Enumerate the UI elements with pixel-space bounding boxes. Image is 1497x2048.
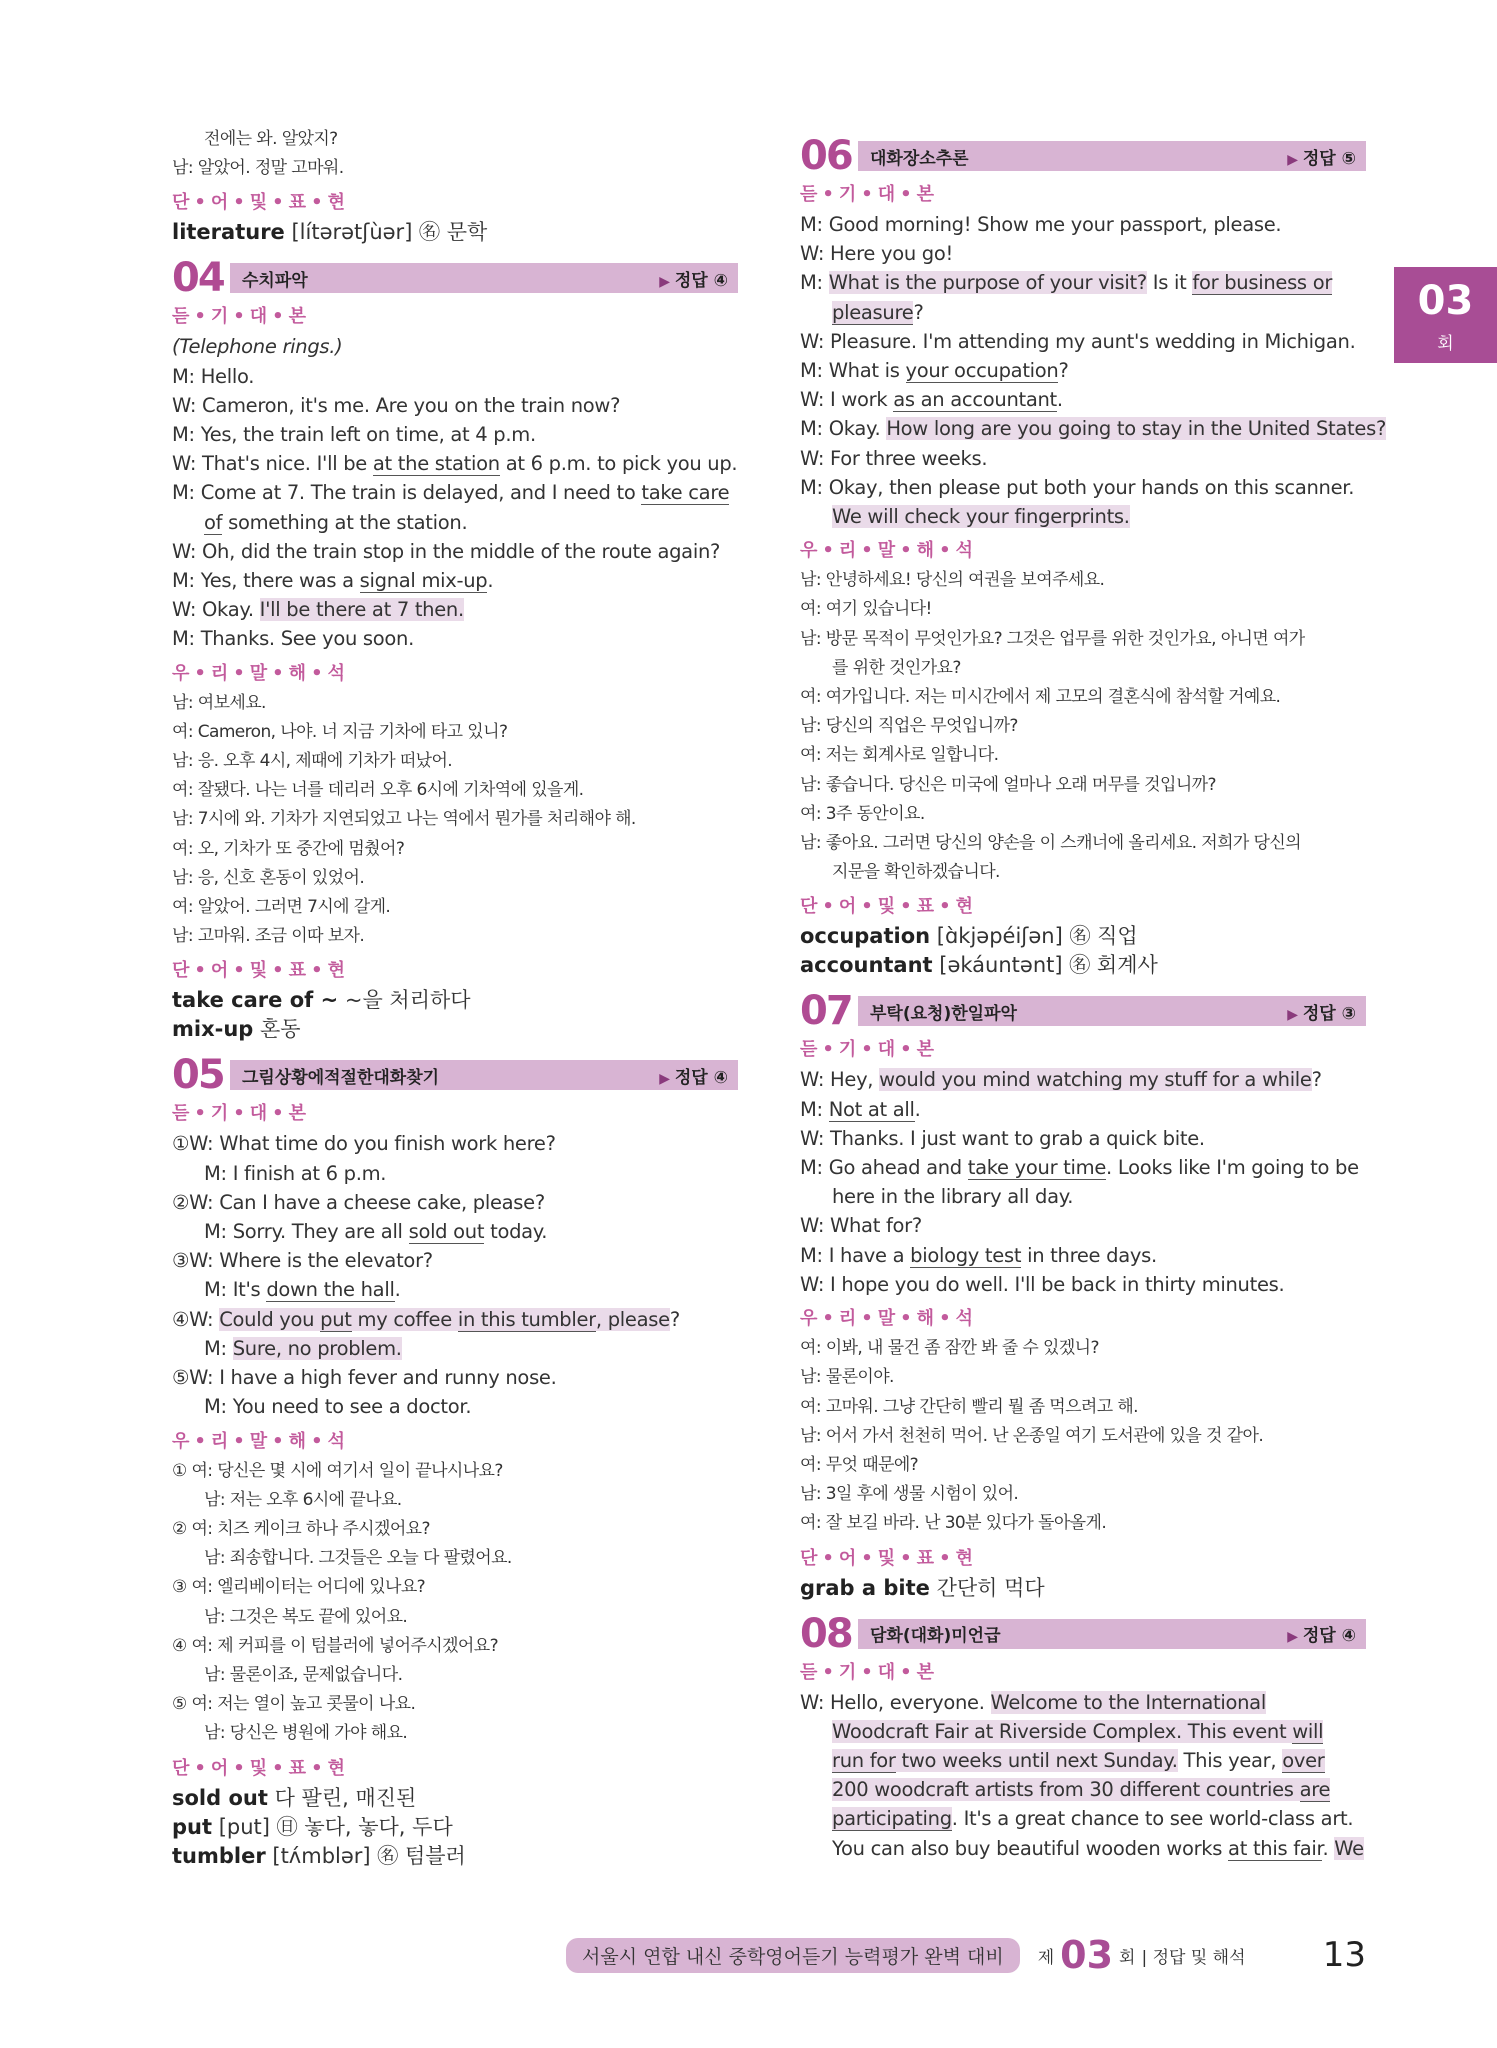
text-span: . — [394, 1278, 401, 1302]
text-span: 간단히 먹다 — [929, 1575, 1045, 1600]
text-span: 남: 방문 목적이 무엇인가요? 그것은 업무를 위한 것인가요, 아니면 여가 — [800, 628, 1305, 649]
section-title-bar — [858, 1619, 1366, 1649]
text-span: put — [172, 1814, 213, 1839]
text-span: You can also buy beautiful wooden works — [832, 1836, 1229, 1860]
text-span: 남: 안녕하세요! 당신의 여권을 보여주세요. — [800, 570, 1105, 591]
text-span: 여: 알았어. 그러면 7시에 갈게. — [172, 897, 391, 918]
text-span: W: Oh, did the train stop in the middle of the route again? — [172, 539, 721, 563]
text-span: ⑤ 여: 저는 열이 높고 콧물이 나요. — [172, 1694, 416, 1715]
text-line — [172, 125, 738, 154]
text-span: . — [487, 569, 494, 593]
text-span: pleasure — [832, 300, 914, 324]
subheading: 단•어•및•표•현 — [800, 1547, 978, 1569]
page-footer — [566, 1934, 1366, 1976]
answer-label: ▶ 정답 ④ — [659, 1063, 728, 1088]
footer-section: | 정답 및 해석 — [1141, 1947, 1246, 1968]
text-span: Not at all — [828, 1097, 915, 1121]
text-span: take care — [641, 481, 730, 505]
text-line — [172, 893, 738, 922]
subheading: 우•리•말•해•석 — [800, 1308, 978, 1330]
text-line — [800, 239, 1366, 268]
vocab-entry — [172, 1784, 738, 1813]
text-span: W: I hope you do well. I'll be back in thirty minutes. — [800, 1272, 1285, 1296]
section-title: 담화(대화)미언급 — [870, 1626, 1001, 1647]
text-span: Woodcraft Fair at Riverside Complex. This event — [832, 1719, 1293, 1743]
text-line — [172, 478, 738, 507]
text-span: mix-up — [172, 1017, 254, 1042]
text-span: (Telephone rings.) — [172, 335, 343, 359]
text-line — [172, 449, 738, 478]
text-span: ? — [1311, 1068, 1322, 1092]
vocab-entry — [800, 1574, 1366, 1603]
text-span: ② 여: 치즈 케이크 하나 주시겠어요? — [172, 1518, 430, 1539]
section-header — [172, 1052, 738, 1099]
text-span: in three days. — [1021, 1243, 1157, 1267]
text-span: signal mix-up — [359, 569, 488, 593]
answer-label: ▶ 정답 ④ — [1287, 1621, 1356, 1646]
answer-label: ▶ 정답 ③ — [1287, 999, 1356, 1024]
text-span: 남: 3일 후에 생물 시험이 있어. — [800, 1484, 1019, 1505]
text-line — [800, 1182, 1366, 1211]
subheading: 듣•기•대•본 — [800, 1039, 940, 1061]
text-span: M: Go ahead and — [800, 1156, 968, 1180]
text-span: [ɑ̀kjəpéiʃən] ㊔ 직업 — [930, 924, 1138, 949]
text-span: 여: 고마워. 그냥 간단히 빨리 뭘 좀 먹으려고 해. — [800, 1396, 1138, 1417]
chapter-tab — [1394, 267, 1497, 363]
text-line — [800, 595, 1366, 624]
text-line — [172, 1188, 738, 1217]
text-span: Welcome to the International — [990, 1690, 1266, 1714]
text-line — [172, 154, 738, 183]
text-span: occupation — [800, 924, 931, 949]
text-span: What is the purpose of your visit? — [828, 271, 1147, 295]
subheading: 단•어•및•표•현 — [800, 896, 978, 918]
text-line — [172, 689, 738, 718]
text-line — [800, 1775, 1366, 1804]
text-span: M: You need to see a doctor. — [204, 1395, 472, 1419]
text-line — [172, 1246, 738, 1275]
text-span: M: What is — [800, 359, 906, 383]
text-line — [172, 1129, 738, 1158]
text-line — [172, 566, 738, 595]
text-span: tumbler — [172, 1843, 266, 1868]
text-span: W: Here you go! — [800, 242, 954, 266]
text-span: Is it — [1146, 271, 1193, 295]
text-span: M: I have a — [800, 1243, 911, 1267]
text-span: 남: 당신은 병원에 가야 해요. — [204, 1723, 408, 1744]
text-span: ? — [913, 300, 924, 324]
section-title: 대화장소추론 — [870, 148, 969, 169]
text-line — [800, 1804, 1366, 1833]
text-line — [172, 805, 738, 834]
text-line — [172, 922, 738, 951]
text-span: ~을 처리하다 — [338, 988, 471, 1013]
text-span: grab a bite — [800, 1575, 930, 1600]
text-span: M: Yes, there was a — [172, 569, 360, 593]
text-line — [800, 1241, 1366, 1270]
text-line — [800, 1393, 1366, 1422]
subheading: 우•리•말•해•석 — [800, 540, 978, 562]
text-line — [800, 829, 1366, 858]
text-span: M: — [204, 1336, 233, 1360]
text-span: W: Okay. — [172, 598, 260, 622]
text-span: 여: 이봐, 내 물건 좀 잠깐 봐 줄 수 있겠니? — [800, 1338, 1099, 1359]
text-span: ? — [1058, 359, 1069, 383]
text-span: two weeks until next Sunday. — [895, 1748, 1178, 1772]
section-title-bar — [858, 996, 1366, 1026]
text-line — [172, 1661, 738, 1690]
text-span: W: For three weeks. — [800, 446, 988, 470]
text-line — [800, 1509, 1366, 1538]
section-number: 08 — [800, 1610, 852, 1657]
left-column — [172, 125, 738, 1871]
text-span: of — [204, 510, 223, 534]
text-span: . — [1056, 388, 1063, 412]
section-title: 부탁(요청)한일파악 — [870, 1003, 1017, 1024]
vocab-entry — [172, 218, 738, 247]
text-span: I'll be there at 7 then. — [259, 598, 464, 622]
text-span: M: I finish at 6 p.m. — [204, 1161, 387, 1185]
text-line — [172, 1334, 738, 1363]
vocab-entry — [800, 951, 1366, 980]
text-span: 남: 응, 신호 혼동이 있었어. — [172, 867, 365, 888]
section-number: 04 — [172, 255, 224, 302]
text-span: participating — [832, 1807, 952, 1831]
text-span: run for — [832, 1748, 896, 1772]
text-span: 지문을 확인하겠습니다. — [832, 862, 1000, 883]
text-span: 여: Cameron, 나야. 너 지금 기차에 타고 있니? — [172, 721, 508, 742]
text-line — [172, 1544, 738, 1573]
text-span: This year, — [1177, 1748, 1283, 1772]
text-line — [800, 1834, 1366, 1863]
text-span: 남: 저는 오후 6시에 끝나요. — [204, 1489, 402, 1510]
text-span: ⑤W: I have a high fever and runny nose. — [172, 1366, 557, 1390]
text-line — [800, 1334, 1366, 1363]
text-span: 남: 당신의 직업은 무엇입니까? — [800, 716, 1018, 737]
text-span: W: I work — [800, 388, 894, 412]
text-line — [172, 1632, 738, 1661]
text-line — [800, 683, 1366, 712]
text-line — [172, 1603, 738, 1632]
text-span: . It's a great chance to see world-class art. — [951, 1807, 1354, 1831]
section-number: 06 — [800, 133, 852, 179]
text-span: 여: 저는 회계사로 일합니다. — [800, 745, 999, 766]
text-line — [172, 1457, 738, 1486]
text-span: We will check your fingerprints. — [832, 505, 1130, 529]
text-line — [800, 356, 1366, 385]
text-span: . Looks like I'm going to be — [1106, 1156, 1359, 1180]
text-line — [172, 508, 738, 537]
text-span: ? — [669, 1307, 680, 1331]
subheading: 단•어•및•표•현 — [172, 960, 350, 982]
text-span: at this fair — [1228, 1836, 1323, 1860]
text-line — [172, 332, 738, 361]
text-span: 다 팔린, 매진된 — [267, 1785, 417, 1810]
text-span: 혼동 — [253, 1017, 301, 1042]
text-span: ④W: — [172, 1307, 220, 1331]
text-span: today. — [484, 1220, 548, 1244]
text-line — [172, 624, 738, 653]
text-span: 남: 좋습니다. 당신은 미국에 얼마나 오래 머무를 것입니까? — [800, 774, 1216, 795]
text-line — [800, 1270, 1366, 1299]
text-span: M: Hello. — [172, 364, 255, 388]
text-span: 남: 어서 가서 천천히 먹어. 난 온종일 여기 도서관에 있을 것 같아. — [800, 1425, 1264, 1446]
text-span: M: Okay. — [800, 417, 887, 441]
text-line — [800, 1480, 1366, 1509]
text-span: 남: 좋아요. 그러면 당신의 양손을 이 스캐너에 올리세요. 저희가 당신의 — [800, 833, 1301, 854]
footer-suffix: 회 — [1119, 1947, 1136, 1968]
text-line — [172, 776, 738, 805]
text-line — [800, 1065, 1366, 1094]
text-span: M: Yes, the train left on time, at 4 p.m. — [172, 423, 536, 447]
text-line — [800, 1422, 1366, 1451]
text-span: 남: 물론이죠, 문제없습니다. — [204, 1664, 403, 1685]
text-span: ①W: What time do you finish work here? — [172, 1132, 556, 1156]
text-span: for business or — [1192, 271, 1333, 295]
section-title-bar — [230, 263, 738, 293]
text-span: M: It's — [204, 1278, 267, 1302]
text-span: 여: 3주 동안이요. — [800, 803, 925, 824]
text-span: 남: 고마워. 조금 이따 보자. — [172, 926, 365, 947]
text-span: 여: 무엇 때문에? — [800, 1454, 919, 1475]
footer-number: 03 — [1060, 1933, 1114, 1977]
text-line — [172, 1690, 738, 1719]
text-line — [800, 654, 1366, 683]
section-number: 07 — [800, 988, 852, 1035]
text-line — [800, 1451, 1366, 1480]
text-line — [800, 502, 1366, 531]
text-span: W: Pleasure. I'm attending my aunt's wedding in Michigan. — [800, 329, 1356, 353]
subheading: 우•리•말•해•석 — [172, 1430, 350, 1452]
answer-label: ▶ 정답 ⑤ — [1287, 144, 1356, 169]
vocab-entry — [172, 1842, 738, 1871]
text-span: your occupation — [905, 359, 1059, 383]
text-span: 여: 여기 있습니다! — [800, 599, 932, 620]
text-span: M: Sorry. They are all — [204, 1220, 409, 1244]
text-line — [800, 1211, 1366, 1240]
text-span: sold out — [172, 1785, 268, 1810]
section-title-bar — [858, 141, 1366, 171]
text-span: [tʌ́mblər] ㊔ 텀블러 — [265, 1843, 466, 1868]
text-span: M: Good morning! Show me your passport, please. — [800, 213, 1282, 236]
text-span: ③ 여: 엘리베이터는 어디에 있나요? — [172, 1577, 426, 1598]
text-span: [put] ㊐ 놓다, 놓다, 두다 — [212, 1814, 453, 1839]
text-line — [172, 1305, 738, 1334]
text-span: at the station — [372, 452, 500, 476]
answer-label: ▶ 정답 ④ — [659, 266, 728, 291]
vocab-entry — [800, 922, 1366, 951]
text-line — [800, 800, 1366, 829]
text-line — [172, 595, 738, 624]
text-line — [172, 1392, 738, 1421]
text-line — [800, 473, 1366, 502]
text-span: something at the station. — [222, 510, 468, 534]
text-span: M: Come at 7. The train is delayed, and I need to — [172, 481, 642, 505]
text-span: 남: 알았어. 정말 고마워. — [172, 158, 344, 179]
text-line — [172, 864, 738, 893]
text-line — [800, 566, 1366, 595]
text-line — [172, 1217, 738, 1246]
text-span: W: Hello, everyone. — [800, 1690, 991, 1714]
text-span: accountant — [800, 953, 933, 978]
text-span: here in the library all day. — [832, 1185, 1074, 1209]
text-span: M: — [800, 271, 829, 295]
chapter-tab-label: 회 — [1437, 334, 1454, 354]
text-span: as an accountant — [893, 388, 1057, 412]
text-line — [800, 444, 1366, 473]
text-line — [172, 1275, 738, 1304]
subheading: 듣•기•대•본 — [800, 184, 940, 205]
text-line — [800, 1095, 1366, 1124]
text-line — [172, 1515, 738, 1544]
text-span: 전에는 와. 알았지? — [204, 129, 338, 149]
text-span: ① 여: 당신은 몇 시에 여기서 일이 끝나시나요? — [172, 1460, 503, 1481]
text-span: W: Thanks. I just want to grab a quick bite. — [800, 1126, 1205, 1150]
text-span: 남: 7시에 와. 기차가 지연되었고 나는 역에서 뭔가를 처리해야 해. — [172, 809, 636, 830]
subheading: 우•리•말•해•석 — [172, 662, 350, 684]
subheading: 듣•기•대•본 — [800, 1661, 940, 1683]
subheading: 단•어•및•표•현 — [172, 192, 350, 214]
text-line — [800, 1153, 1366, 1182]
section-title: 그림상황에적절한대화찾기 — [242, 1067, 440, 1088]
text-span: put — [320, 1307, 352, 1331]
text-span: Sure, no problem. — [232, 1336, 402, 1360]
text-span: W: What for? — [800, 1214, 922, 1238]
text-span: will — [1292, 1719, 1324, 1743]
text-span: W: That's nice. I'll be — [172, 452, 373, 476]
text-span: ④ 여: 제 커피를 이 텀블러에 넣어주시겠어요? — [172, 1635, 498, 1656]
text-span: Could you — [219, 1307, 321, 1331]
text-line — [172, 1363, 738, 1392]
section-number: 05 — [172, 1052, 224, 1099]
subheading: 듣•기•대•본 — [172, 1103, 312, 1125]
vocab-entry — [172, 986, 738, 1015]
text-span: 남: 여보세요. — [172, 692, 266, 713]
text-span: down the hall — [266, 1278, 395, 1302]
text-span: W: Cameron, it's me. Are you on the train now? — [172, 393, 621, 417]
text-span: ②W: Can I have a cheese cake, please? — [172, 1190, 545, 1214]
text-span: my coffee — [351, 1307, 458, 1331]
text-line — [800, 712, 1366, 741]
section-header — [172, 255, 738, 302]
text-line — [172, 1719, 738, 1748]
text-span: . — [914, 1097, 921, 1121]
text-span: 남: 응. 오후 4시, 제때에 기차가 떠났어. — [172, 751, 453, 772]
text-span: take care of ~ — [172, 988, 339, 1013]
text-line — [172, 362, 738, 391]
text-line — [800, 625, 1366, 654]
footer-prefix: 제 — [1037, 1947, 1055, 1968]
subheading: 단•어•및•표•현 — [172, 1757, 350, 1779]
text-span: 여: 잘 보길 바라. 난 30분 있다가 돌아올게. — [800, 1513, 1107, 1534]
text-span: M: Thanks. See you soon. — [172, 627, 414, 651]
text-span: 200 woodcraft artists from 30 different countries — [832, 1778, 1300, 1802]
subheading: 듣•기•대•본 — [172, 306, 312, 328]
text-line — [800, 771, 1366, 800]
text-span: 여: 잘됐다. 나는 너를 데리러 오후 6시에 기차역에 있을게. — [172, 780, 584, 801]
text-line — [172, 1159, 738, 1188]
text-span: W: Hey, — [800, 1068, 880, 1092]
text-span: M: Okay, then please put both your hands on this scanner. — [800, 475, 1355, 499]
section-header — [800, 988, 1366, 1035]
text-span: ③W: Where is the elevator? — [172, 1249, 433, 1273]
text-span: M: — [800, 1097, 829, 1121]
text-span: take your time — [967, 1156, 1107, 1180]
text-line — [172, 747, 738, 776]
text-line — [800, 1746, 1366, 1775]
text-span: literature — [172, 220, 285, 245]
text-span: 남: 그것은 복도 끝에 있어요. — [204, 1606, 408, 1627]
text-span: in this tumbler — [457, 1307, 596, 1331]
text-span: 를 위한 것인가요? — [832, 657, 961, 678]
section-title: 수치파악 — [242, 270, 308, 291]
text-line — [800, 1688, 1366, 1717]
text-span: [əkáuntənt] ㊔ 회계사 — [932, 953, 1158, 978]
text-span: at 6 p.m. to pick you up. — [499, 452, 738, 476]
text-span: , please — [595, 1307, 670, 1331]
text-line — [172, 420, 738, 449]
text-span: 남: 죄송합니다. 그것들은 오늘 다 팔렸어요. — [204, 1548, 512, 1569]
text-span: . — [1322, 1836, 1335, 1860]
text-span: are — [1299, 1778, 1331, 1802]
text-line — [172, 1486, 738, 1515]
text-span: 여: 여가입니다. 저는 미시간에서 제 고모의 결혼식에 참석할 거예요. — [800, 687, 1281, 708]
footer-title: 서울시 연합 내신 중학영어듣기 능력평가 완벽 대비 — [566, 1938, 1020, 1973]
text-line — [800, 298, 1366, 327]
text-line — [800, 414, 1386, 443]
text-line — [800, 268, 1366, 297]
chapter-tab-number: 03 — [1417, 278, 1474, 324]
text-span: 여: 오, 기차가 또 중간에 멈췄어? — [172, 838, 405, 859]
text-line — [172, 718, 738, 747]
page-number: 13 — [1322, 1935, 1366, 1975]
text-line — [800, 1363, 1366, 1392]
text-span: over — [1282, 1748, 1325, 1772]
text-span: [lítərətʃùər] ㊔ 문학 — [284, 220, 488, 245]
section-header — [800, 1610, 1366, 1657]
text-line — [172, 537, 738, 566]
text-span: 남: 물론이야. — [800, 1367, 894, 1388]
text-span: would you mind watching my stuff for a while — [879, 1068, 1312, 1092]
section-header — [800, 133, 1366, 179]
text-line — [800, 1717, 1366, 1746]
text-span: How long are you going to stay in the United States? — [886, 417, 1386, 441]
section-title-bar — [230, 1060, 738, 1090]
text-line — [800, 1124, 1366, 1153]
text-span: We — [1334, 1836, 1364, 1860]
right-column — [800, 125, 1386, 1863]
vocab-entry — [172, 1015, 738, 1044]
text-line — [800, 741, 1366, 770]
text-line — [800, 858, 1366, 887]
text-line — [800, 385, 1366, 414]
text-line — [172, 391, 738, 420]
text-span: sold out — [408, 1220, 485, 1244]
text-line — [800, 327, 1366, 356]
vocab-entry — [172, 1813, 738, 1842]
text-line — [800, 210, 1366, 239]
text-line — [172, 835, 738, 864]
text-span: biology test — [910, 1243, 1022, 1267]
text-line — [172, 1573, 738, 1602]
